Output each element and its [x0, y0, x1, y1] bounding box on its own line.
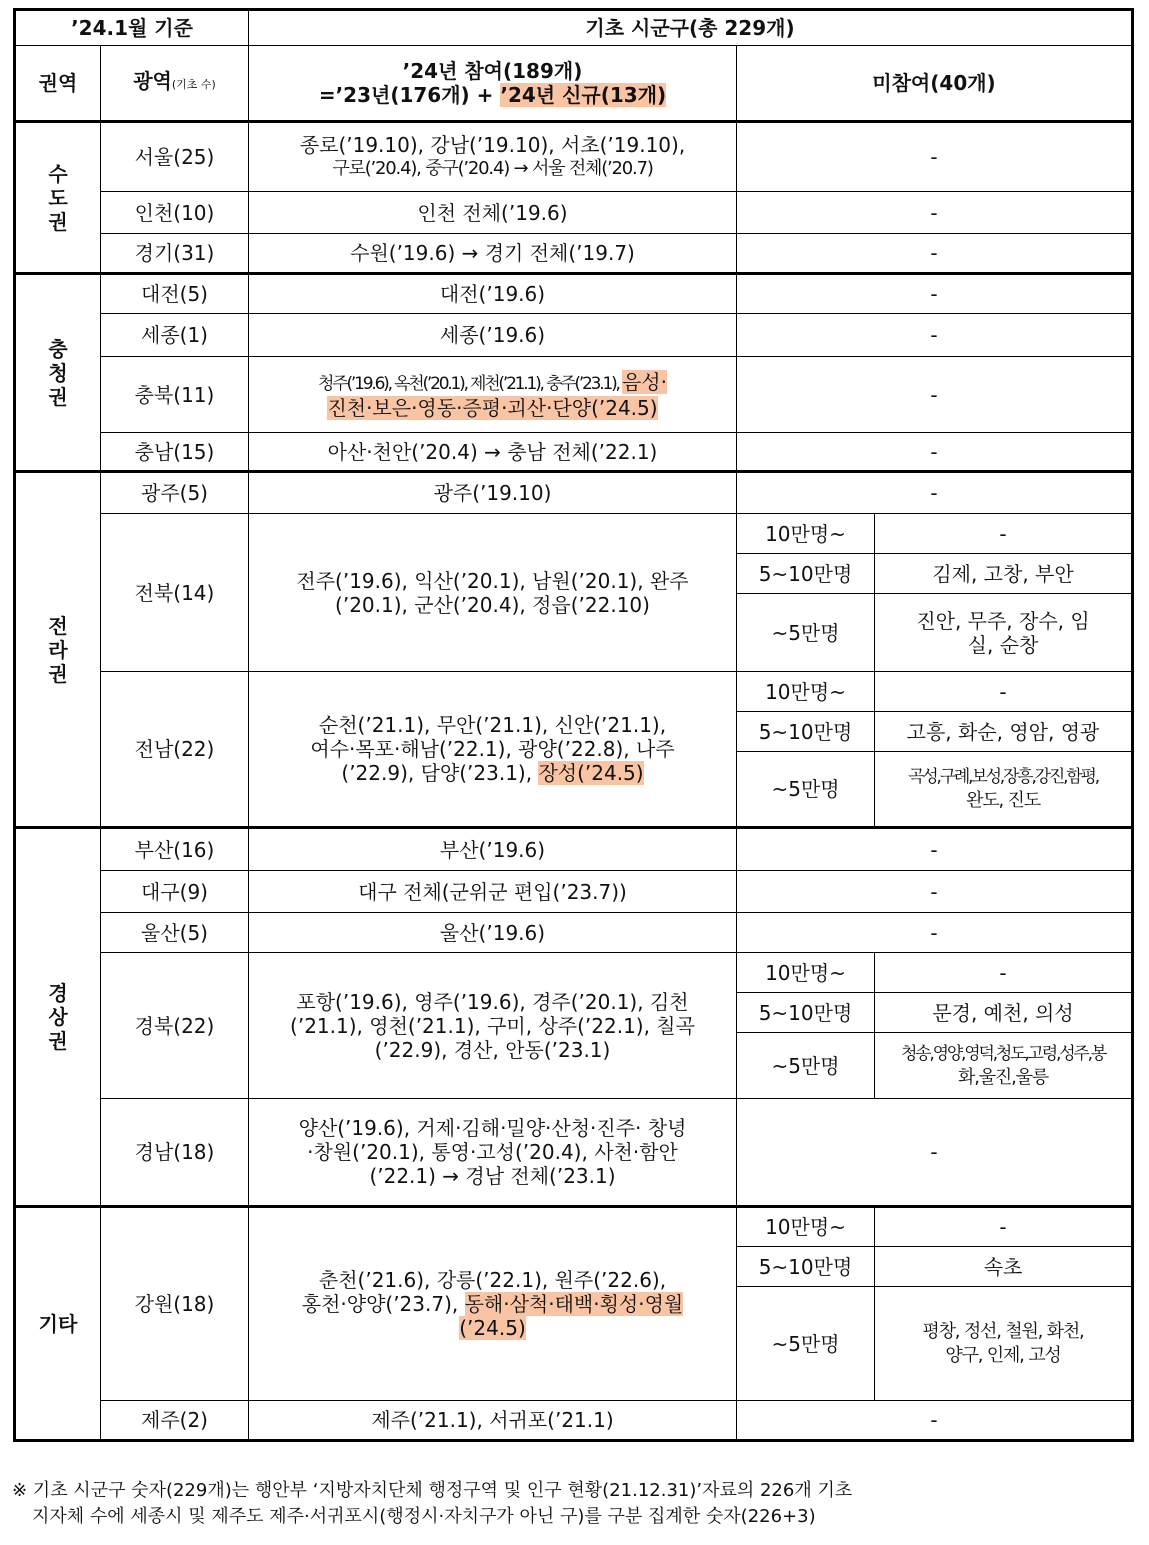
participation-table: [13, 8, 1134, 1442]
participation-new-highlight: (’24.5): [459, 1316, 526, 1340]
participation-line: 구로(’20.4), 중구(’20.4) → 서울 전체(’20.7): [332, 158, 653, 179]
metro-ulsan: 울산(5): [101, 913, 249, 953]
table-row: [15, 828, 1133, 871]
participation-seoul: [249, 122, 737, 192]
header-row-1: [15, 10, 1133, 46]
metro-jeonbuk: 전북(14): [101, 514, 249, 672]
participation-line: [253, 396, 732, 420]
participation-existing: 홍천·양양(’23.7),: [301, 1292, 465, 1316]
non-participation-jeonbuk-band1: -: [875, 514, 1133, 554]
participation-line: [253, 1316, 732, 1340]
metro-gyeongnam: 경남(18): [101, 1099, 249, 1207]
population-band: 5~10만명: [737, 554, 875, 594]
non-participation-line: 곡성,구례,보성,장흥,강진,함평,: [908, 767, 1098, 787]
table-row: [15, 1401, 1133, 1441]
participation-header-2024-new: ’24년 신규(13개): [500, 83, 667, 107]
participation-line: (’20.1), 군산(’20.4), 정읍(’22.10): [335, 592, 650, 617]
metro-jeonnam: 전남(22): [101, 672, 249, 828]
participation-jeonbuk: [249, 514, 737, 672]
non-participation-seoul: -: [737, 122, 1133, 192]
participation-line: 순천(’21.1), 무안(’21.1), 신안(’21.1),: [318, 713, 667, 737]
participation-gyeongbuk: [249, 953, 737, 1099]
non-participation-line: 청송,영양,영덕,청도,고령,성주,봉: [900, 1043, 1106, 1064]
table-row: [15, 122, 1133, 192]
region-jeolla: [15, 472, 101, 828]
non-participation-ulsan: -: [737, 913, 1133, 953]
table-row: [15, 1099, 1133, 1207]
participation-line: 여수·목포·해남(’22.1), 광양(’22.8), 나주: [310, 737, 675, 761]
non-participation-gangwon-band3: [875, 1287, 1133, 1401]
metro-gangwon: 강원(18): [101, 1207, 249, 1401]
table-row: [15, 357, 1133, 433]
participation-gyeongnam: [249, 1099, 737, 1207]
population-band: ~5만명: [737, 1287, 875, 1401]
participation-new-highlight: 음성·: [621, 369, 667, 394]
participation-existing: 청주(’19.6), 옥천(’20.1), 제천(’21.1), 충주(’23.1),: [318, 373, 622, 394]
region-label: 수도권: [48, 161, 68, 234]
participation-header-line2: [253, 83, 732, 107]
table-row: [15, 672, 1133, 712]
population-band: 10만명~: [737, 672, 875, 712]
population-band: 5~10만명: [737, 712, 875, 752]
non-participation-gangwon-band1: -: [875, 1207, 1133, 1247]
participation-gwangju: 광주(’19.10): [249, 472, 737, 514]
participation-chungbuk: [249, 357, 737, 433]
table-row: [15, 314, 1133, 357]
metro-gyeongbuk: 경북(22): [101, 953, 249, 1099]
non-participation-jeju: -: [737, 1401, 1133, 1441]
status-table-wrapper: [13, 8, 1134, 1442]
table-row: [15, 274, 1133, 314]
non-participation-gwangju: -: [737, 472, 1133, 514]
table-row: [15, 472, 1133, 514]
participation-line: (’22.9), 경산, 안동(’23.1): [374, 1037, 611, 1062]
participation-line: ·창원(’20.1), 통영·고성(’20.4), 사천·함안: [307, 1140, 678, 1164]
population-band: 10만명~: [737, 514, 875, 554]
table-row: [15, 234, 1133, 274]
non-participation-line: 화,울진,울릉: [958, 1066, 1048, 1088]
footnote: [12, 1478, 1142, 1530]
non-participation-gyeongbuk-band1: -: [875, 953, 1133, 993]
non-participation-gyeonggi: -: [737, 234, 1133, 274]
non-participation-jeonnam-band3: [875, 752, 1133, 828]
non-participation-line: 실, 순창: [967, 632, 1039, 657]
participation-jeonnam: [249, 672, 737, 828]
metro-sejong: 세종(1): [101, 314, 249, 357]
participation-line: (’22.1) → 경남 전체(’23.1): [369, 1164, 616, 1188]
non-participation-sejong: -: [737, 314, 1133, 357]
table-row: [15, 953, 1133, 993]
population-band: ~5만명: [737, 1033, 875, 1099]
table-row: [15, 514, 1133, 554]
non-participation-jeonnam-band2: 고흥, 화순, 영암, 영광: [875, 712, 1133, 752]
non-participation-column-header: 미참여(40개): [737, 46, 1133, 122]
total-header: 기초 시군구(총 229개): [249, 10, 1133, 46]
non-participation-jeonbuk-band2: 김제, 고창, 부안: [875, 554, 1133, 594]
population-band: ~5만명: [737, 752, 875, 828]
region-chungcheong: [15, 274, 101, 472]
metro-column-label: 광역: [133, 69, 172, 93]
participation-line: (’21.1), 영천(’21.1), 구미, 상주(’22.1), 칠곡: [290, 1013, 695, 1038]
metro-incheon: 인천(10): [101, 192, 249, 234]
non-participation-jeonnam-band1: -: [875, 672, 1133, 712]
table-row: [15, 871, 1133, 913]
participation-header-2023: =’23년(176개) +: [318, 83, 501, 107]
non-participation-line: 양구, 인제, 고성: [945, 1344, 1061, 1366]
population-band: ~5만명: [737, 594, 875, 672]
participation-line: [253, 761, 732, 785]
non-participation-gyeongbuk-band2: 문경, 예천, 의성: [875, 993, 1133, 1033]
region-label: 전라권: [48, 613, 68, 686]
non-participation-line: 평창, 정선, 철원, 화천,: [922, 1320, 1084, 1342]
region-other: 기타: [15, 1207, 101, 1441]
participation-new-highlight: 진천·보은·영동·증평·괴산·단양(’24.5): [327, 395, 658, 420]
non-participation-gangwon-band2: 속초: [875, 1247, 1133, 1287]
participation-daegu: 대구 전체(군위군 편입(’23.7)): [249, 871, 737, 913]
non-participation-chungnam: -: [737, 433, 1133, 472]
metro-daejeon: 대전(5): [101, 274, 249, 314]
participation-line: 포항(’19.6), 영주(’19.6), 경주(’20.1), 김천: [296, 989, 689, 1014]
metro-gwangju: 광주(5): [101, 472, 249, 514]
non-participation-busan: -: [737, 828, 1133, 871]
participation-jeju: 제주(’21.1), 서귀포(’21.1): [249, 1401, 737, 1441]
participation-new-highlight: 동해·삼척·태백·횡성·영월: [464, 1292, 684, 1316]
footnote-line2: 지자체 수에 세종시 및 제주도 제주·서귀포시(행정시·자치구가 아닌 구)를 구분 집계한 숫자(226+3): [32, 1506, 816, 1527]
metro-chungnam: 충남(15): [101, 433, 249, 472]
region-capital: [15, 122, 101, 274]
table-row: [15, 433, 1133, 472]
participation-line: [253, 1292, 732, 1316]
metro-jeju: 제주(2): [101, 1401, 249, 1441]
participation-incheon: 인천 전체(’19.6): [249, 192, 737, 234]
base-date-header: ’24.1월 기준: [15, 10, 249, 46]
non-participation-gyeongbuk-band3: [875, 1033, 1133, 1099]
metro-column-sublabel: (기초 수): [171, 78, 216, 91]
participation-line: 종로(’19.10), 강남(’19.10), 서초(’19.10),: [299, 133, 686, 157]
table-row: [15, 913, 1133, 953]
non-participation-daejeon: -: [737, 274, 1133, 314]
participation-new-highlight: 장성(’24.5): [538, 761, 644, 785]
population-band: 10만명~: [737, 1207, 875, 1247]
participation-busan: 부산(’19.6): [249, 828, 737, 871]
metro-gyeonggi: 경기(31): [101, 234, 249, 274]
non-participation-daegu: -: [737, 871, 1133, 913]
non-participation-line: 진안, 무주, 장수, 임: [916, 608, 1090, 633]
metro-chungbuk: 충북(11): [101, 357, 249, 433]
participation-ulsan: 울산(’19.6): [249, 913, 737, 953]
population-band: 5~10만명: [737, 1247, 875, 1287]
participation-line: 춘천(’21.6), 강릉(’22.1), 원주(’22.6),: [318, 1268, 667, 1292]
header-row-2: [15, 46, 1133, 122]
population-band: 10만명~: [737, 953, 875, 993]
metro-daegu: 대구(9): [101, 871, 249, 913]
participation-header-line1: ’24년 참여(189개): [402, 59, 583, 83]
non-participation-jeonbuk-band3: [875, 594, 1133, 672]
metro-column-header: [101, 46, 249, 122]
participation-existing: (’22.9), 담양(’23.1),: [341, 761, 539, 785]
participation-gangwon: [249, 1207, 737, 1401]
table-row: [15, 1207, 1133, 1247]
participation-line: [253, 370, 732, 396]
region-label: 충청권: [48, 336, 68, 409]
participation-sejong: 세종(’19.6): [249, 314, 737, 357]
footnote-line1: ※ 기초 시군구 숫자(229개)는 행안부 ‘지방자치단체 행정구역 및 인구 현황(21.12.31)’자료의 226개 기초: [12, 1480, 853, 1501]
participation-column-header: [249, 46, 737, 122]
region-label: 경상권: [48, 981, 68, 1053]
participation-chungnam: 아산·천안(’20.4) → 충남 전체(’22.1): [249, 433, 737, 472]
population-band: 5~10만명: [737, 993, 875, 1033]
non-participation-chungbuk: -: [737, 357, 1133, 433]
non-participation-incheon: -: [737, 192, 1133, 234]
metro-busan: 부산(16): [101, 828, 249, 871]
participation-line: 전주(’19.6), 익산(’20.1), 남원(’20.1), 완주: [296, 568, 689, 593]
participation-line: 양산(’19.6), 거제·김해·밀양·산청·진주· 창녕: [298, 1116, 687, 1140]
non-participation-line: 완도, 진도: [966, 790, 1040, 811]
participation-gyeonggi: 수원(’19.6) → 경기 전체(’19.7): [249, 234, 737, 274]
non-participation-gyeongnam: -: [737, 1099, 1133, 1207]
participation-daejeon: 대전(’19.6): [249, 274, 737, 314]
region-column-header: 권역: [15, 46, 101, 122]
table-row: [15, 192, 1133, 234]
region-gyeongsang: [15, 828, 101, 1207]
metro-seoul: 서울(25): [101, 122, 249, 192]
